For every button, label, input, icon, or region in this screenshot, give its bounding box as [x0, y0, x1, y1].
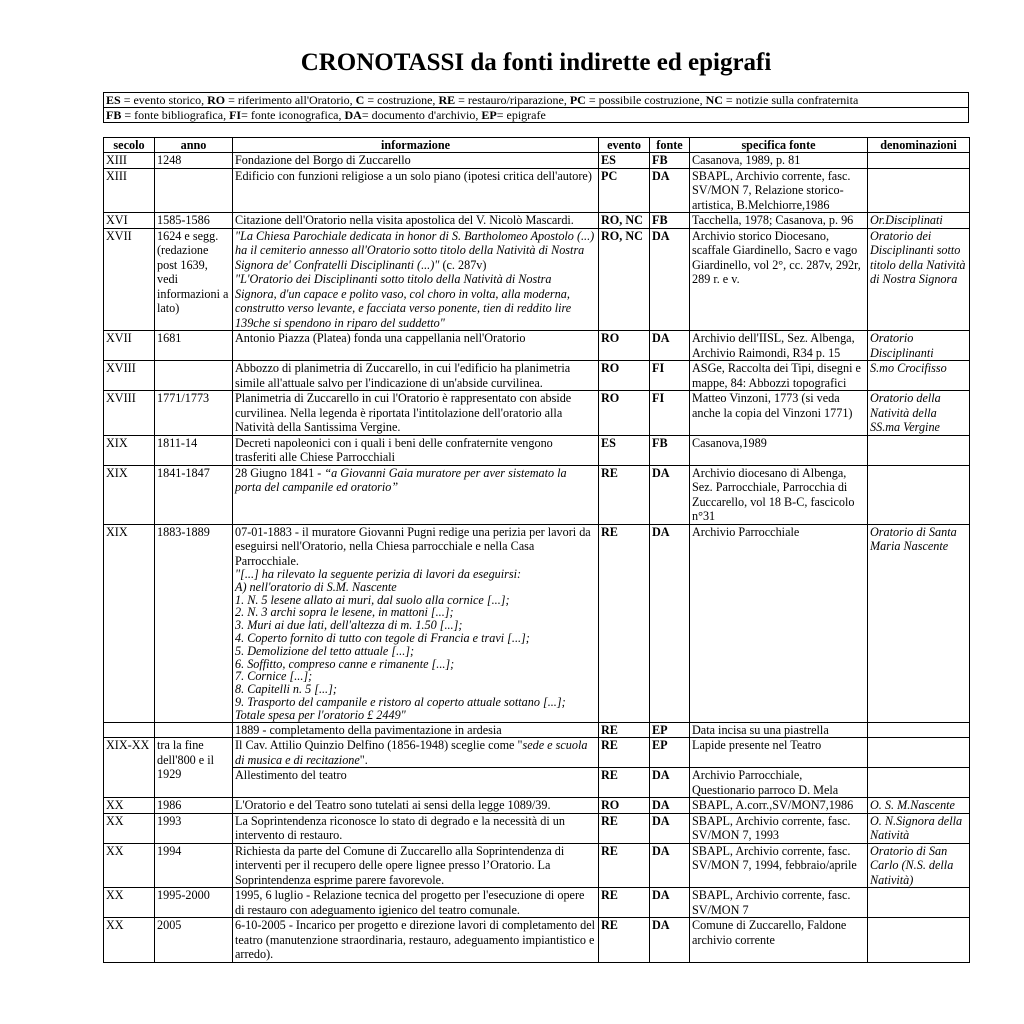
info-text: ". [359, 752, 368, 767]
cell-info: 6-10-2005 - Incarico per progetto e direzione lavori di completamento del teatro (manutenzione straordinaria, restauro, adeguamento impiantistico e arredo). [233, 918, 599, 963]
cell-info [233, 228, 599, 331]
cell-secolo: XVI [104, 213, 155, 229]
table-row [104, 722, 970, 738]
col-header-anno: anno [155, 138, 233, 153]
cell-denominazione [868, 738, 970, 768]
table-row [104, 843, 970, 888]
cell-evento: RO [599, 391, 650, 436]
cell-anno: 1624 e segg. (redazione post 1639, vedi informazioni a lato) [155, 228, 233, 331]
cell-denominazione: Oratorio dei Disciplinanti sotto titolo della Natività di Nostra Signora [868, 228, 970, 331]
col-header-evento: evento [599, 138, 650, 153]
cell-evento: RO [599, 361, 650, 391]
cell-specifica: Archivio diocesano di Albenga, Sez. Parrocchiale, Parrocchia di Zuccarello, vol 18 B-C, fascicolo n°31 [690, 465, 868, 524]
table-row [104, 331, 970, 361]
cell-info: Citazione dell'Oratorio nella visita apostolica del V. Nicolò Mascardi. [233, 213, 599, 229]
col-header-informazione: informazione [233, 138, 599, 153]
cell-specifica: Matteo Vinzoni, 1773 (si veda anche la copia del Vinzoni 1771) [690, 391, 868, 436]
cell-denominazione: Oratorio di Santa Maria Nascente [868, 524, 970, 722]
table-row [104, 228, 970, 331]
quote-text: "La Chiesa Parochiale dedicata in honor di S. Bartholomeo Apostolo (...) ha il cemiterio annesso all'Oratorio sotto titolo della Natività di Nostra Signora de' Confratelli Disciplinanti (...)" [235, 228, 595, 272]
table-row [104, 738, 970, 768]
cell-info: Fondazione del Borgo di Zuccarello [233, 153, 599, 169]
cell-specifica: Archivio Parrocchiale, Questionario parroco D. Mela [690, 768, 868, 798]
cell-specifica: Tacchella, 1978; Casanova, p. 96 [690, 213, 868, 229]
cell-denominazione [868, 435, 970, 465]
col-header-fonte: fonte [650, 138, 690, 153]
table-row [104, 524, 970, 722]
cell-info: Abbozzo di planimetria di Zuccarello, in cui l'edificio ha planimetria simile all'attuale salvo per l'indicazione di un'abside curvilinea. [233, 361, 599, 391]
cell-evento: RO [599, 331, 650, 361]
cell-evento: ES [599, 153, 650, 169]
col-header-denominazioni: denominazioni [868, 138, 970, 153]
cell-secolo: XIX-XX [104, 738, 155, 798]
cell-evento: RE [599, 465, 650, 524]
quote-line: 4. Coperto fornito di tutto con tegole di Francia e travi [...]; [235, 630, 530, 645]
chronology-table [103, 137, 970, 963]
cell-fonte: DA [650, 768, 690, 798]
cell-secolo: XIX [104, 524, 155, 722]
cell-evento: RE [599, 888, 650, 918]
table-row [104, 435, 970, 465]
cell-info [233, 738, 599, 768]
quote-line: 9. Trasporto del campanile e ristoro al coperto attuale sottano [...]; [235, 694, 566, 709]
legend-row [104, 108, 969, 123]
cell-secolo: XX [104, 888, 155, 918]
table-row [104, 465, 970, 524]
cell-specifica: ASGe, Raccolta dei Tipi, disegni e mappe, 84: Abbozzi topografici [690, 361, 868, 391]
cell-info [233, 524, 599, 722]
cell-fonte: DA [650, 331, 690, 361]
cell-evento: ES [599, 435, 650, 465]
cell-anno: 1248 [155, 153, 233, 169]
cell-secolo: XVIII [104, 361, 155, 391]
table-row [104, 768, 970, 798]
cell-anno: 1585-1586 [155, 213, 233, 229]
table-row [104, 168, 970, 213]
cell-fonte: EP [650, 722, 690, 738]
quote-line: 7. Cornice [...]; [235, 669, 313, 684]
cell-secolo: XX [104, 813, 155, 843]
legend-line-2: FB = fonte bibliografica, FI= fonte iconografica, DA= documento d'archivio, EP= epigrafe [104, 108, 969, 123]
cell-secolo: XVII [104, 228, 155, 331]
cell-fonte: DA [650, 798, 690, 814]
legend-table [103, 92, 969, 123]
cell-specifica: Casanova, 1989, p. 81 [690, 153, 868, 169]
cell-secolo [104, 722, 155, 738]
cell-anno: 1993 [155, 813, 233, 843]
cell-denominazione: S.mo Crocifisso [868, 361, 970, 391]
table-row [104, 798, 970, 814]
cell-fonte: DA [650, 465, 690, 524]
cell-secolo: XX [104, 918, 155, 963]
cell-anno: 1841-1847 [155, 465, 233, 524]
quote-text: “a Giovanni Gaia muratore per aver sistemato la porta del campanile ed oratorio” [235, 465, 567, 494]
quote-line: 8. Capitelli n. 5 [...]; [235, 682, 337, 697]
cell-anno: 1771/1773 [155, 391, 233, 436]
cell-anno [155, 361, 233, 391]
cell-evento: RO [599, 798, 650, 814]
quote-ref: (c. 287v) [439, 257, 487, 272]
quote-line: 6. Soffitto, compreso canne e rimanente [...]; [235, 656, 455, 671]
table-row [104, 813, 970, 843]
cell-fonte: FB [650, 153, 690, 169]
cell-fonte: DA [650, 168, 690, 213]
cell-evento: RE [599, 722, 650, 738]
cell-evento: RO, NC [599, 213, 650, 229]
cell-fonte: DA [650, 918, 690, 963]
cell-secolo: XVII [104, 331, 155, 361]
cell-secolo: XIII [104, 153, 155, 169]
cell-fonte: EP [650, 738, 690, 768]
cell-fonte: DA [650, 524, 690, 722]
table-row [104, 361, 970, 391]
table-row [104, 918, 970, 963]
cell-info: Allestimento del teatro [233, 768, 599, 798]
quote-line: A) nell'oratorio di S.M. Nascente [235, 579, 397, 594]
cell-specifica: Archivio Parrocchiale [690, 524, 868, 722]
cell-specifica: SBAPL, Archivio corrente, fasc. SV/MON 7, 1994, febbraio/aprile [690, 843, 868, 888]
cell-info: Antonio Piazza (Platea) fonda una cappellania nell'Oratorio [233, 331, 599, 361]
cell-fonte: DA [650, 843, 690, 888]
cell-fonte: DA [650, 888, 690, 918]
cell-denominazione: Oratorio Disciplinanti [868, 331, 970, 361]
quote-text: sede e scuola di musica e di recitazione [235, 738, 588, 767]
cell-denominazione [868, 168, 970, 213]
cell-fonte: DA [650, 228, 690, 331]
cell-fonte: DA [650, 813, 690, 843]
cell-denominazione: Oratorio di San Carlo (N.S. della Natività) [868, 843, 970, 888]
cell-fonte: FI [650, 391, 690, 436]
cell-anno: 1811-14 [155, 435, 233, 465]
cell-specifica: Data incisa su una piastrella [690, 722, 868, 738]
cell-evento: RE [599, 768, 650, 798]
quote-line: 3. Muri ai due lati, dell'altezza di m. 1.50 [...]; [235, 618, 463, 633]
cell-specifica: SBAPL, Archivio corrente, fasc. SV/MON 7, 1993 [690, 813, 868, 843]
date-text: 28 Giugno 1841 - [235, 465, 325, 480]
cell-denominazione: Or.Disciplinati [868, 213, 970, 229]
info-text: Il Cav. Attilio Quinzio Delfino (1856-1948) sceglie come " [235, 738, 523, 753]
table-row [104, 213, 970, 229]
cell-fonte: FB [650, 213, 690, 229]
cell-specifica: Lapide presente nel Teatro [690, 738, 868, 768]
cell-info: Decreti napoleonici con i quali i beni delle confraternite vengono trasferiti alle Chiese Parrocchiali [233, 435, 599, 465]
cell-fonte: FI [650, 361, 690, 391]
cell-info: Richiesta da parte del Comune di Zuccarello alla Soprintendenza di interventi per il recupero delle opere lignee presso l’Oratorio. La Soprintendenza esprime parere favorevole. [233, 843, 599, 888]
cell-secolo: XX [104, 798, 155, 814]
cell-denominazione [868, 768, 970, 798]
cell-evento: RE [599, 738, 650, 768]
cell-anno: 1681 [155, 331, 233, 361]
quote-line: "[...] ha rilevato la seguente perizia di lavori da eseguirsi: [235, 567, 522, 581]
table-row [104, 888, 970, 918]
cell-anno: 1986 [155, 798, 233, 814]
cell-anno: tra la fine dell'800 e il 1929 [155, 738, 233, 798]
legend-line-1: ES = evento storico, RO = riferimento all'Oratorio, C = costruzione, RE = restauro/riparazione, PC = possibile costruzione, NC = notizie sulla confraternita [104, 93, 969, 108]
cell-specifica: SBAPL, Archivio corrente, fasc. SV/MON 7, Relazione storico-artistica, B.Melchiorre,1986 [690, 168, 868, 213]
quote-line: 2. N. 3 archi sopra le lesene, in mattoni [...]; [235, 605, 454, 620]
legend-row [104, 93, 969, 108]
cell-specifica: Casanova,1989 [690, 435, 868, 465]
quote-line: 5. Demolizione del tetto attuale [...]; [235, 643, 415, 658]
cell-specifica: Archivio dell'IISL, Sez. Albenga, Archivio Raimondi, R34 p. 15 [690, 331, 868, 361]
cell-denominazione [868, 918, 970, 963]
cell-evento: PC [599, 168, 650, 213]
cell-evento: RO, NC [599, 228, 650, 331]
cell-specifica: Comune di Zuccarello, Faldone archivio corrente [690, 918, 868, 963]
cell-fonte: FB [650, 435, 690, 465]
cell-info: La Soprintendenza riconosce lo stato di degrado e la necessità di un intervento di restauro. [233, 813, 599, 843]
cell-secolo: XX [104, 843, 155, 888]
cell-info: 1889 - completamento della pavimentazione in ardesia [233, 722, 599, 738]
cell-denominazione [868, 722, 970, 738]
cell-specifica: Archivio storico Diocesano, scaffale Giardinello, Sacro e vago Giardinello, vol 2°, cc. 287v, 292r, 289 r. e v. [690, 228, 868, 331]
cell-secolo: XIX [104, 435, 155, 465]
table-row [104, 153, 970, 169]
quote-block [235, 568, 596, 722]
cell-info: Planimetria di Zuccarello in cui l'Oratorio è rappresentato con abside curvilinea. Nella legenda è riportata l'intitolazione dell'oratorio alla Natività della Santissima Vergine. [233, 391, 599, 436]
quote-line: Totale spesa per l'oratorio £ 2449" [235, 707, 406, 722]
cell-secolo: XIII [104, 168, 155, 213]
info-text: 07-01-1883 - il muratore Giovanni Pugni redige una perizia per lavori da eseguirsi nell'Oratorio, nella Chiesa parrocchiale e nella Casa Parrocchiale. [235, 524, 591, 568]
cell-denominazione: Oratorio della Natività della SS.ma Vergine [868, 391, 970, 436]
cell-anno: 1883-1889 [155, 524, 233, 722]
col-header-specifica: specifica fonte [690, 138, 868, 153]
cell-secolo: XVIII [104, 391, 155, 436]
cell-secolo: XIX [104, 465, 155, 524]
quote-line: 1. N. 5 lesene allato ai muri, dal suolo alla cornice [...]; [235, 592, 510, 607]
cell-info: Edificio con funzioni religiose a un solo piano (ipotesi critica dell'autore) [233, 168, 599, 213]
cell-evento: RE [599, 813, 650, 843]
cell-evento: RE [599, 524, 650, 722]
table-row [104, 391, 970, 436]
cell-specifica: SBAPL, A.corr.,SV/MON7,1986 [690, 798, 868, 814]
cell-info: 1995, 6 luglio - Relazione tecnica del progetto per l'esecuzione di opere di restauro con adeguamento igienico del teatro comunale. [233, 888, 599, 918]
cell-denominazione: O. N.Signora della Natività [868, 813, 970, 843]
cell-denominazione [868, 465, 970, 524]
cell-anno: 1995-2000 [155, 888, 233, 918]
cell-anno [155, 168, 233, 213]
cell-anno: 2005 [155, 918, 233, 963]
cell-anno: 1994 [155, 843, 233, 888]
cell-evento: RE [599, 918, 650, 963]
cell-denominazione [868, 153, 970, 169]
cell-specifica: SBAPL, Archivio corrente, fasc. SV/MON 7 [690, 888, 868, 918]
cell-info [233, 465, 599, 524]
cell-info: L'Oratorio e del Teatro sono tutelati ai sensi della legge 1089/39. [233, 798, 599, 814]
col-header-secolo: secolo [104, 138, 155, 153]
cell-denominazione: O. S. M.Nascente [868, 798, 970, 814]
page-title: CRONOTASSI da fonti indirette ed epigrafi [300, 49, 772, 76]
cell-anno [155, 722, 233, 738]
cell-denominazione [868, 888, 970, 918]
cell-evento: RE [599, 843, 650, 888]
header-row [104, 138, 970, 153]
quote-text: "L'Oratorio dei Disciplinanti sotto titolo della Natività di Nostra Signora, d'un capace e polito vaso, col choro in volta, alla moderna, construtto verso levante, e facciata verso ponente, tien di reddito lire 139che si spendono in riparo del suddetto" [235, 272, 572, 330]
